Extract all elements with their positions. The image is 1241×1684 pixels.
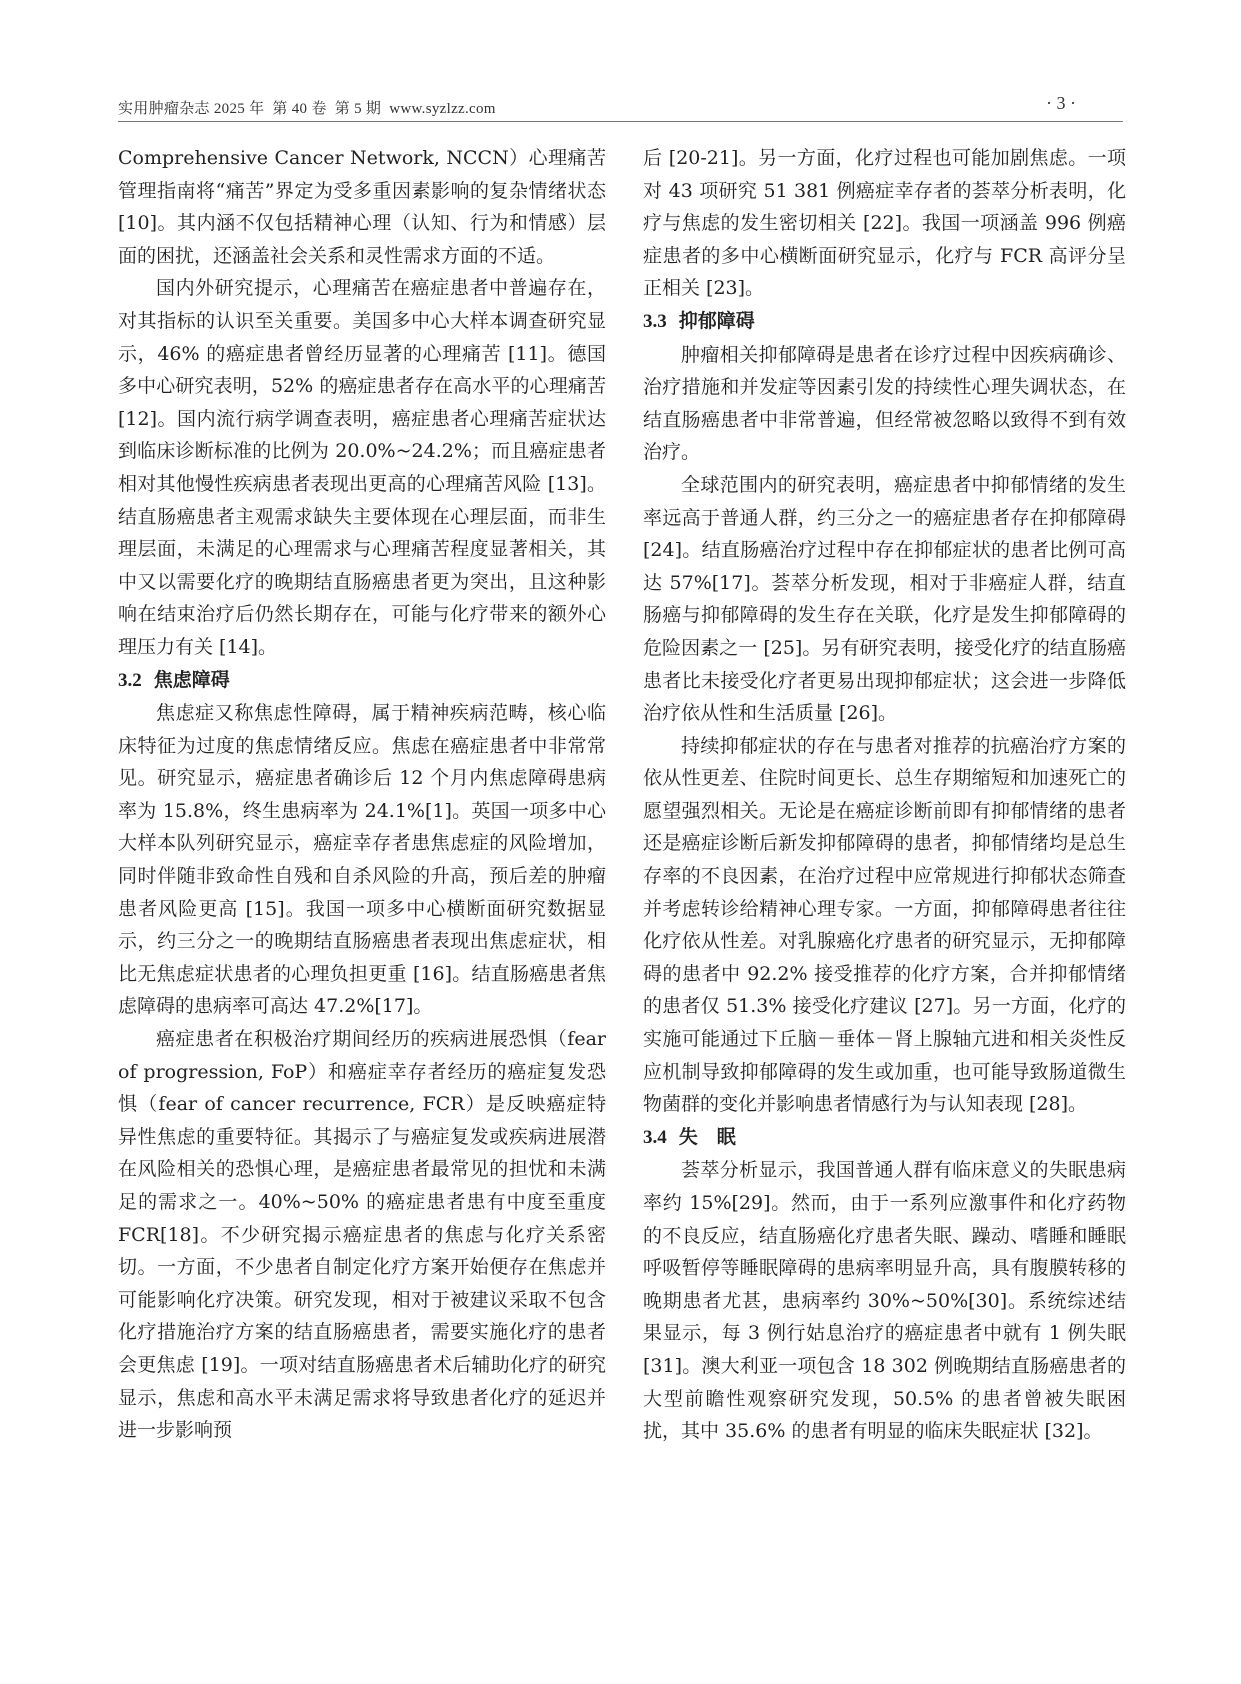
page-number: · 3 · bbox=[1046, 93, 1076, 113]
section-title: 抑郁障碍 bbox=[678, 309, 755, 332]
paragraph: 全球范围内的研究表明，癌症患者中抑郁情绪的发生率远高于普通人群，约三分之一的癌症患者存在抑郁障碍 [24]。结直肠癌治疗过程中存在抑郁症状的患者比例可高达 57%[17]。荟萃分析发现，相对于非癌症人群，结直肠癌与抑郁障碍的发生存在关联，化疗是发生抑郁障碍的危险因素之一 [25]。另有研究表明，接受化疗的结直肠癌患者比未接受化疗者更易出现抑郁症状；这会进一步降低治疗依从性和生活质量 [26]。 bbox=[643, 473, 1126, 725]
paragraph: 荟萃分析显示，我国普通人群有临床意义的失眠患病率约 15%[29]。然而，由于一系列应激事件和化疗药物的不良反应，结直肠癌化疗患者失眠、躁动、嗜睡和睡眠呼吸暂停等睡眠障碍的患病率明显升高，具有腹膜转移的晚期患者尤甚，患病率约 30%~50%[30]。系统综述结果显示，每 3 例行姑息治疗的癌症患者中就有 1 例失眠 [31]。澳大利亚一项包含 18 302 例晚期结直肠癌患者的大型前瞻性观察研究发现，50.5% 的患者曾被失眠困扰，其中 35.6% 的患者有明显的临床失眠症状 [32]。 bbox=[643, 1159, 1126, 1443]
section-number: 3.4 bbox=[643, 1126, 667, 1148]
paragraph: 国内外研究提示，心理痛苦在癌症患者中普遍存在，对其指标的认识至关重要。美国多中心大样本调查研究显示，46% 的癌症患者曾经历显著的心理痛苦 [11]。德国多中心研究表明，52% 的癌症患者存在高水平的心理痛苦 [12]。国内流行病学调查表明，癌症患者心理痛苦症状达到临床诊断标准的比例为 20.0%~24.2%；而且癌症患者相对其他慢性疾病患者表现出更高的心理痛苦风险 [13]。结直肠癌患者主观需求缺失主要体现在心理层面，而非生理层面，未满足的心理需求与心理痛苦程度显著相关，其中又以需要化疗的晚期结直肠癌患者更为突出，且这种影响在结束治疗后仍然长期存在，可能与化疗带来的额外心理压力有关 [14]。 bbox=[118, 277, 606, 658]
section-title: 失 眠 bbox=[678, 1125, 736, 1148]
right-column bbox=[643, 142, 1126, 1448]
volume: 第 40 卷 bbox=[272, 101, 327, 117]
journal-name: 实用肿瘤杂志 2025 年 bbox=[118, 101, 265, 117]
paragraph: 焦虑症又称焦虑性障碍，属于精神疾病范畴，核心临床特征为过度的焦虑情绪反应。焦虑在癌症患者中非常常见。研究显示，癌症患者确诊后 12 个月内焦虑障碍患病率为 15.8%，终生患病率为 24.1%[1]。英国一项多中心大样本队列研究显示，癌症幸存者患焦虑症的风险增加，同时伴随非致命性自残和自杀风险的升高，预后差的肿瘤患者风险更高 [15]。我国一项多中心横断面研究数据显示，约三分之一的晚期结直肠癌患者表现出焦虑症状，相比无焦虑症状患者的心理负担更重 [16]。结直肠癌患者焦虑障碍的患病率可高达 47.2%[17]。 bbox=[118, 702, 606, 1018]
section-number: 3.3 bbox=[643, 310, 667, 332]
left-column bbox=[118, 142, 606, 1447]
header-divider bbox=[118, 121, 1123, 122]
section-number: 3.2 bbox=[118, 669, 142, 691]
paragraph: 癌症患者在积极治疗期间经历的疾病进展恐惧（fear of progression, FoP）和癌症幸存者经历的癌症复发恐惧（fear of cancer recurrence, FCR）是反映癌症特异性焦虑的重要特征。其揭示了与癌症复发或疾病进展潜在风险相关的恐惧心理，是癌症患者最常见的担忧和未满足的需求之一。40%~50% 的癌症患者患有中度至重度 FCR[18]。不少研究揭示癌症患者的焦虑与化疗关系密切。一方面，不少患者自制定化疗方案开始便存在焦虑并可能影响化疗决策。研究发现，相对于被建议采取不包含化疗措施治疗方案的结直肠癌患者，需要实施化疗的患者会更焦虑 [19]。一项对结直肠癌患者术后辅助化疗的研究显示，焦虑和高水平未满足需求将导致患者化疗的延迟并进一步影响预 bbox=[118, 1028, 606, 1442]
section-title: 焦虑障碍 bbox=[153, 668, 230, 691]
section-heading-3-3 bbox=[643, 305, 1126, 339]
paragraph: 后 [20-21]。另一方面，化疗过程也可能加剧焦虑。一项对 43 项研究 51 381 例癌症幸存者的荟萃分析表明，化疗与焦虑的发生密切相关 [22]。我国一项涵盖 996 例癌症患者的多中心横断面研究显示，化疗与 FCR 高评分呈正相关 [23]。 bbox=[643, 147, 1126, 300]
section-heading-3-2 bbox=[118, 664, 606, 698]
journal-url[interactable]: www.syzlzz.com bbox=[389, 101, 496, 117]
issue: 第 5 期 bbox=[334, 101, 382, 117]
section-heading-3-4 bbox=[643, 1121, 1126, 1155]
paragraph: Comprehensive Cancer Network, NCCN）心理痛苦管理指南将“痛苦”界定为受多重因素影响的复杂情绪状态 [10]。其内涵不仅包括精神心理（认知、行为和情感）层面的困扰，还涵盖社会关系和灵性需求方面的不适。 bbox=[118, 147, 606, 267]
running-header bbox=[118, 97, 496, 118]
paragraph: 肿瘤相关抑郁障碍是患者在诊疗过程中因疾病确诊、治疗措施和并发症等因素引发的持续性心理失调状态，在结直肠癌患者中非常普遍，但经常被忽略以致得不到有效治疗。 bbox=[643, 343, 1126, 464]
paragraph: 持续抑郁症状的存在与患者对推荐的抗癌治疗方案的依从性更差、住院时间更长、总生存期缩短和加速死亡的愿望强烈相关。无论是在癌症诊断前即有抑郁情绪的患者还是癌症诊断后新发抑郁障碍的患者，抑郁情绪均是总生存率的不良因素，在治疗过程中应常规进行抑郁状态筛查并考虑转诊给精神心理专家。一方面，抑郁障碍患者往往化疗依从性差。对乳腺癌化疗患者的研究显示，无抑郁障碍的患者中 92.2% 接受推荐的化疗方案，合并抑郁情绪的患者仅 51.3% 接受化疗建议 [27]。另一方面，化疗的实施可能通过下丘脑－垂体－肾上腺轴亢进和相关炎性反应机制导致抑郁障碍的发生或加重，也可能导致肠道微生物菌群的变化并影响患者情感行为与认知表现 [28]。 bbox=[643, 734, 1126, 1116]
